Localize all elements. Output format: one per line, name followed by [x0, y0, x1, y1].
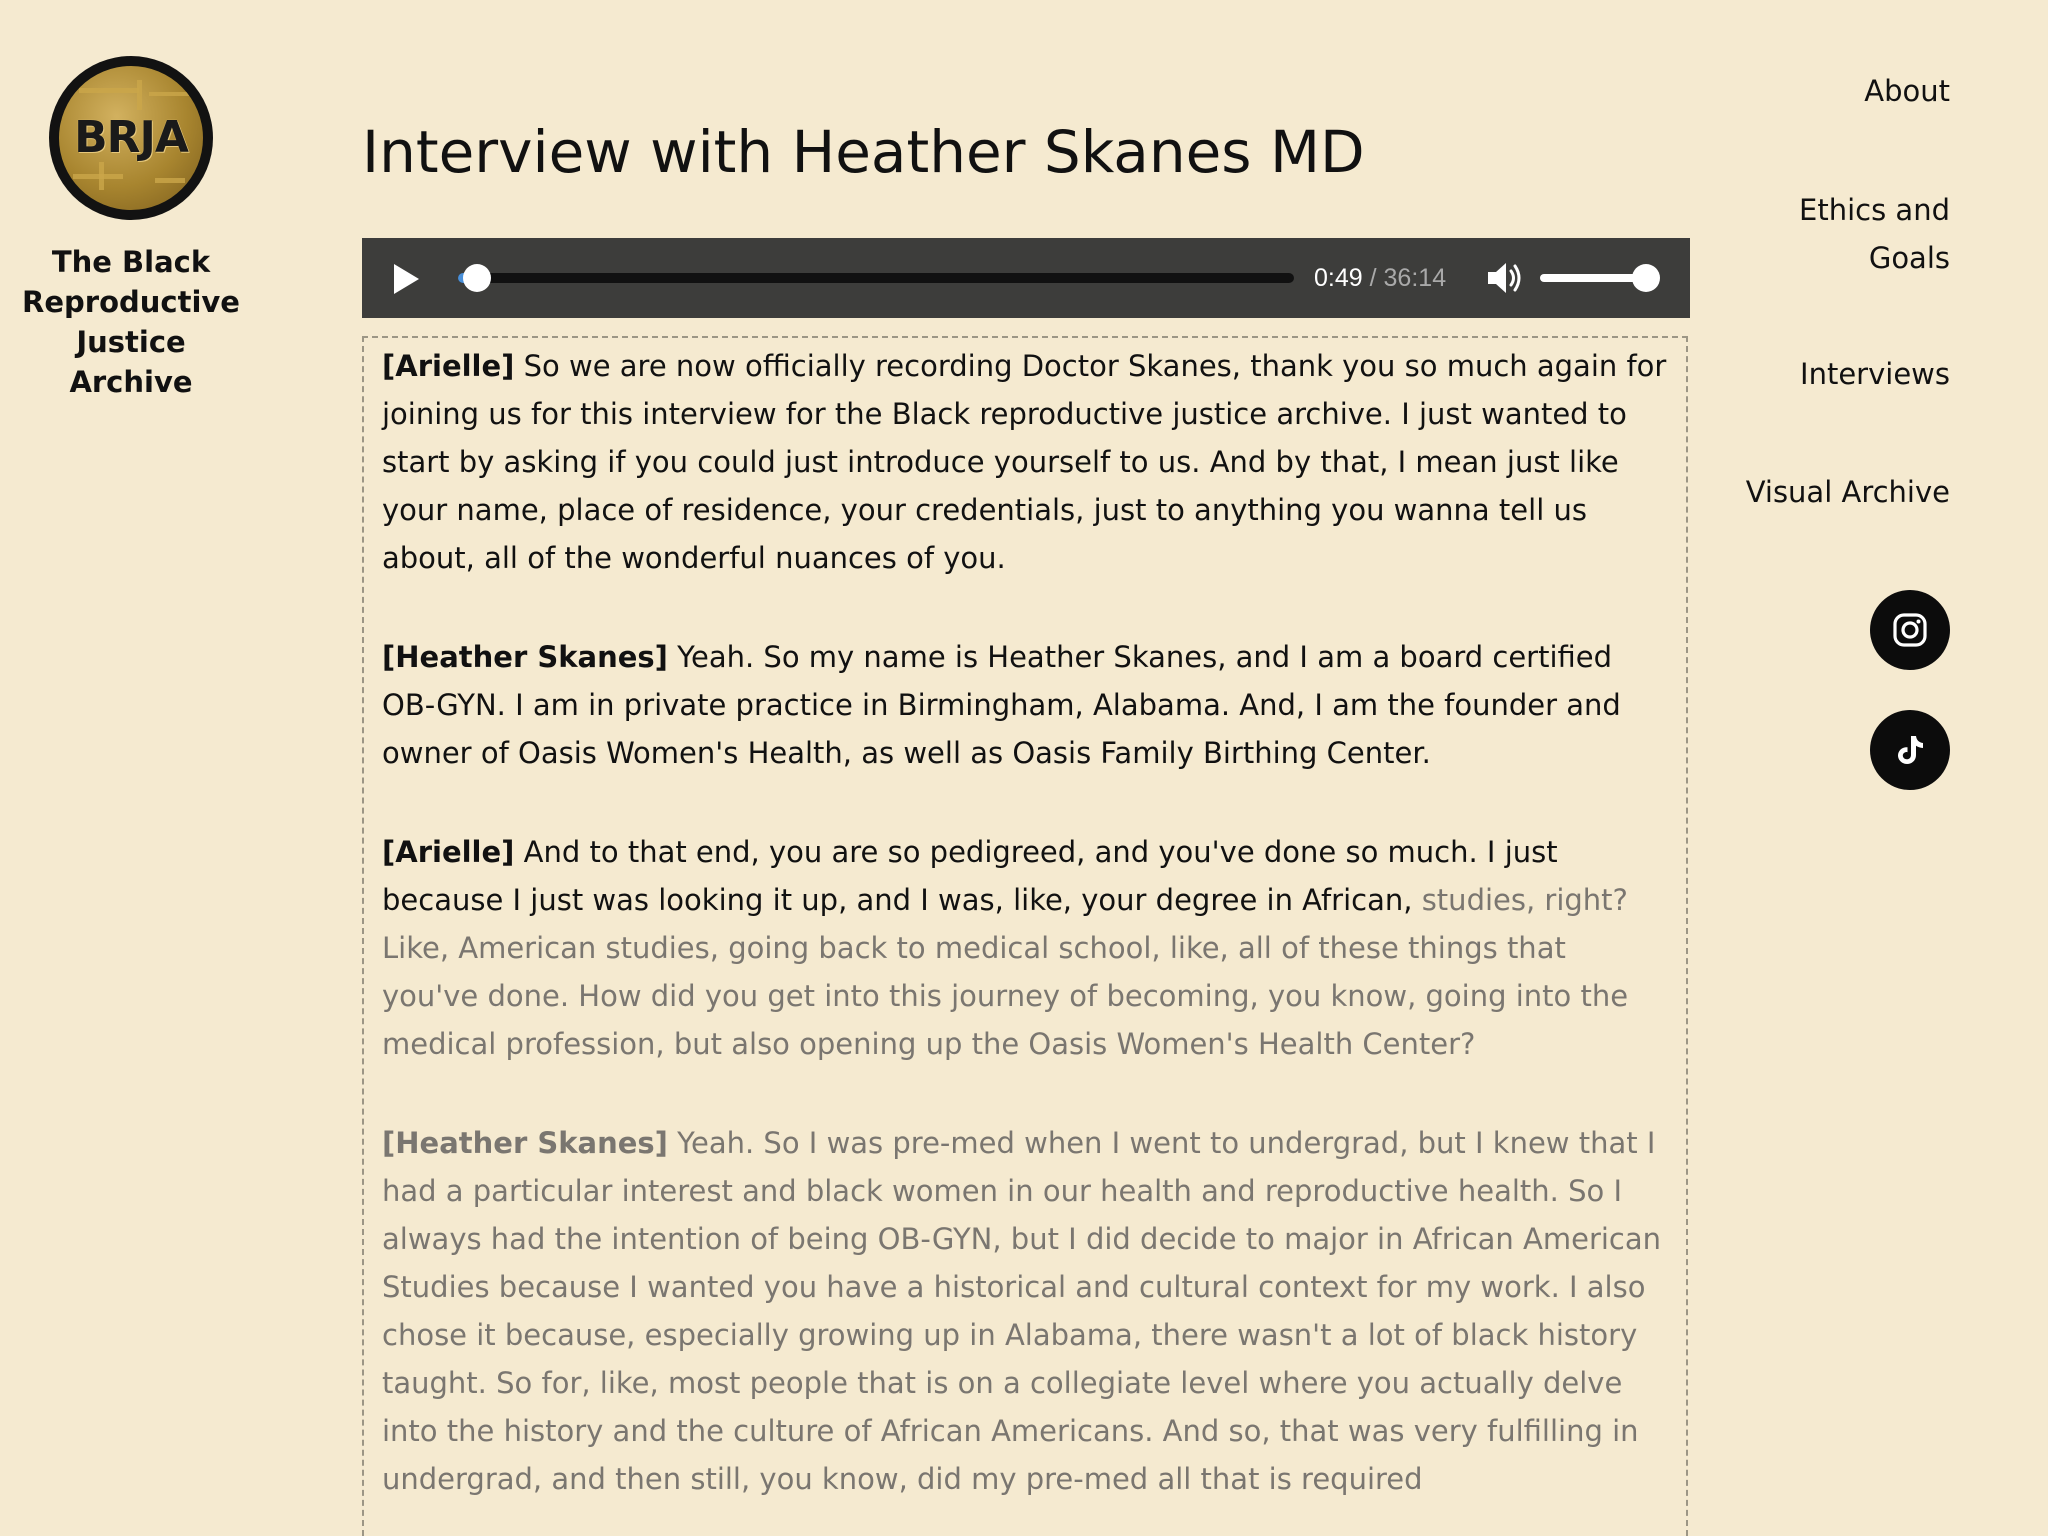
- nav-item-ethics-and-goals[interactable]: Ethics and Goals: [1799, 193, 1950, 275]
- logo-line: [73, 174, 123, 179]
- tiktok-link[interactable]: [1870, 710, 1950, 790]
- nav-item-visual-archive[interactable]: Visual Archive: [1745, 475, 1950, 509]
- audio-player: [362, 238, 1690, 318]
- tiktok-icon: [1890, 730, 1930, 770]
- transcript-paragraph: [382, 342, 1668, 582]
- time-separator: /: [1369, 264, 1377, 292]
- nav-item-interviews[interactable]: Interviews: [1800, 357, 1950, 391]
- site-name[interactable]: The Black Reproductive Justice Archive: [22, 245, 240, 399]
- instagram-link[interactable]: [1870, 590, 1950, 670]
- logo-emblem: [59, 66, 203, 210]
- duration: 36:14: [1383, 264, 1447, 292]
- logo-line: [155, 178, 185, 183]
- current-time: 0:49: [1314, 264, 1363, 292]
- speaker-label: [Heather Skanes]: [382, 640, 668, 674]
- speaker-label: [Arielle]: [382, 349, 515, 383]
- speaker-label: [Arielle]: [382, 835, 515, 869]
- volume-icon[interactable]: [1484, 260, 1524, 296]
- transcript-text: Yeah. So I was pre-med when I went to undergrad, but I knew that I had a particular interest and black women in our health and reproductive health. So I always had the intention of being OB-GYN, but I did decide to major in African American Studies because I wanted you have a historical and cultural context for my work. I also chose it because, especially growing up in Alabama, there wasn't a lot of black history taught. So for, like, most people that is on a collegiate level where you actually delve into the history and the culture of African Americans. And so, that was very fulfilling in undergrad, and then still, you know, did my pre-med all that is required: [382, 1126, 1662, 1496]
- nav-item-about[interactable]: About: [1864, 74, 1950, 108]
- logo-text: BRJA: [74, 112, 188, 163]
- speaker-label: [Heather Skanes]: [382, 1126, 668, 1160]
- transcript: [362, 336, 1688, 1536]
- transcript-text: Yeah. So my name is Heather Skanes, and I am a board certified OB-GYN. I am in private practice in Birmingham, Alabama. And, I am the founder and owner of Oasis Women's Health, as well as Oasis Family Birthing Center.: [382, 640, 1621, 770]
- logo-line: [99, 162, 104, 190]
- volume-slider[interactable]: [1540, 274, 1646, 282]
- logo-line: [79, 88, 139, 93]
- instagram-icon: [1890, 610, 1930, 650]
- brand[interactable]: [20, 56, 242, 402]
- transcript-paragraph: [382, 633, 1668, 777]
- play-icon[interactable]: [394, 264, 419, 294]
- transcript-paragraph: [382, 1119, 1668, 1503]
- volume-handle[interactable]: [1632, 264, 1660, 292]
- transcript-text: So we are now officially recording Doctor Skanes, thank you so much again for joining us for this interview for the Black reproductive justice archive. I just wanted to start by asking if you could just introduce yourself to us. And by that, I mean just like your name, place of residence, your credentials, just to anything you wanna tell us about, all of the wonderful nuances of you.: [382, 349, 1667, 575]
- page-title: Interview with Heather Skanes MD: [362, 118, 1365, 186]
- seek-bar[interactable]: [458, 273, 1294, 283]
- brja-logo[interactable]: [49, 56, 213, 220]
- transcript-text-read: And to that end, you are so pedigreed, and you've done so much. I just because I just was looking it up, and I was, like, your degree in African,: [382, 835, 1558, 917]
- transcript-text-unread: studies, right? Like, American studies, going back to medical school, like, all of these things that you've done. How did you get into this journey of becoming, you know, going into the medical profession, but also opening up the Oasis Women's Health Center?: [382, 883, 1629, 1061]
- seek-handle[interactable]: [463, 264, 491, 292]
- logo-line: [137, 80, 142, 110]
- transcript-paragraph: [382, 828, 1668, 1068]
- time-readout: [1314, 263, 1446, 293]
- logo-line: [149, 92, 189, 96]
